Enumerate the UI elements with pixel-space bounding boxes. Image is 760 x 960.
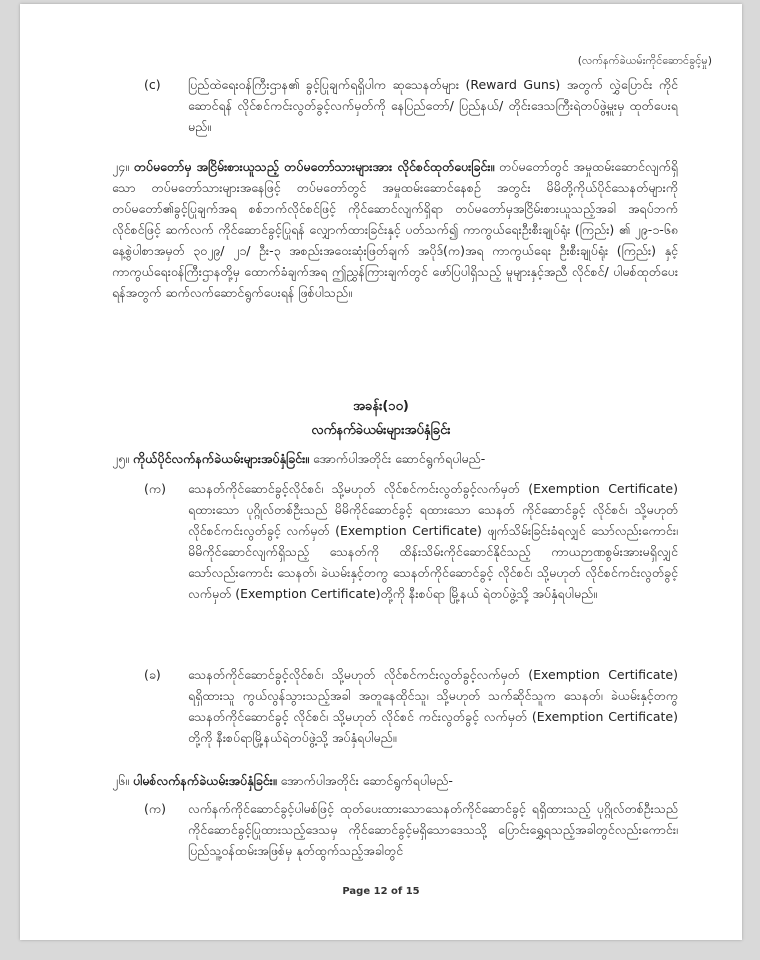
- header-note: (လက်နက်ခဲယမ်းကိုင်ဆောင်ခွင့်မှု): [577, 54, 712, 67]
- item-26-ka-marker: (က): [144, 801, 166, 816]
- para-26-text: အောက်ပါအတိုင်း ဆောင်ရွက်ရပါမည်-: [280, 773, 453, 788]
- item-25-ka-text: သေနတ်ကိုင်ဆောင်ခွင့်လိုင်စင်၊ သို့မဟုတ် လိုင်စင်ကင်းလွတ်ခွင့်လက်မှတ် (Exemption Certificate) ရထားသော ပုဂ္ဂိုလ်တစ်ဦးသည် မိမိကိုင်ဆောင်ခွင့် ရထားသော သေနတ် ကိုင်ဆောင်ခွင့် လိုင်စင်၊ သို့မဟုတ် လိုင်စင်ကင်းလွတ်ခွင့် လက်မှတ် (Exemption Certificate) ဖျက်သိမ်းခြင်းခံရလျှင် သော်လည်းကောင်း၊ မိမိကိုင်ဆောင်လျက်ရှိသည့် သေနတ်ကို ထိန်းသိမ်းကိုင်ဆောင်နိုင်သည့် ကာယဉာဏစွမ်းအားမရှိလျှင်သော်လည်းကောင်း သေနတ်၊ ခဲယမ်းနှင့်တကွ သေနတ်ကိုင်ဆောင်ခွင့် လိုင်စင်၊ သို့မဟုတ် လိုင်စင်ကင်းလွတ်ခွင့်လက်မှတ် (Exemption Certificate)တို့ကို နီးစပ်ရာ မြို့နယ် ရဲတပ်ဖွဲ့သို့ အပ်နှံရပါမည်။: [188, 481, 678, 601]
- item-25-kha-text: သေနတ်ကိုင်ဆောင်ခွင့်လိုင်စင်၊ သို့မဟုတ် လိုင်စင်ကင်းလွတ်ခွင့်လက်မှတ် (Exemption Certificate) ရရှိထားသူ ကွယ်လွန်သွားသည့်အခါ အတူနေထိုင်သူ၊ သို့မဟုတ် သက်ဆိုင်သူက သေနတ်၊ ခဲယမ်းနှင့်တကွ သေနတ်ကိုင်ဆောင်ခွင့် လိုင်စင်၊ သို့မဟုတ် လိုင်စင် ကင်းလွတ်ခွင့် လက်မှတ် (Exemption Certificate) တို့ကို နီးစပ်ရာမြို့နယ်ရဲတပ်ဖွဲ့သို့ အပ်နှံရပါမည်။: [188, 667, 678, 745]
- para-25-number: ၂၅။: [112, 451, 129, 466]
- item-c-text: ပြည်ထဲရေးဝန်ကြီးဌာန၏ ခွင့်ပြုချက်ရရှိပါက ဆုသေနတ်များ (Reward Guns) အတွက် လွှဲပြောင်း ကိုင်ဆောင်ရန် လိုင်စင်ကင်းလွတ်ခွင့်လက်မှတ်ကို နေပြည်တော်/ ပြည်နယ်/ တိုင်းဒေသကြီးရဲတပ်ဖွဲ့မှူးမှ ထုတ်ပေးရမည်။: [188, 77, 678, 134]
- para-24: [112, 156, 678, 303]
- para-26-number: ၂၆။: [112, 773, 129, 788]
- item-c-marker: (c): [144, 77, 161, 92]
- para-25: [112, 448, 678, 469]
- para-26: [112, 770, 678, 791]
- para-24-heading: တပ်မတော်မှ အငြိမ်းစားယူသည့် တပ်မတော်သားများအား လိုင်စင်ထုတ်ပေးခြင်း။: [133, 159, 495, 174]
- para-24-number: ၂၄။: [112, 159, 129, 174]
- para-24-text: တပ်မတော်တွင် အမှုထမ်းဆောင်လျက်ရှိသော တပ်မတော်သားများအနေဖြင့် တပ်မတော်တွင် အမှုထမ်းဆောင်နေစဉ် အတွင်း မိမိတို့ကိုယ်ပိုင်သေနတ်များကို တပ်မတော်၏ခွင့်ပြုချက်အရ စစ်ဘက်လိုင်စင်ဖြင့် ကိုင်ဆောင်လျက်ရှိရာ တပ်မတော်မှအငြိမ်းစားယူသည့်အခါ အရပ်ဘက်လိုင်စင်ဖြင့် ဆက်လက် ကိုင်ဆောင်ခွင့်ပြုရန် လျှောက်ထားခြင်းနှင့် ပတ်သက်၍ ကာကွယ်ရေးဦးစီးချုပ်ရုံး (ကြည်း) ၏ ၂၉-၁-၆၈ နေ့စွဲပါစာအမှတ် ၃၀၂၉/ ၂၁/ ဦး-၃ အစည်းအဝေးဆုံးဖြတ်ချက် အပိုဒ်(က)အရ ကာကွယ်ရေး ဦးစီးချုပ်ရုံး (ကြည်း) နှင့် ကာကွယ်ရေးဝန်ကြီးဌာနတို့မှ ထောက်ခံချက်အရ ဤညွှန်ကြားချက်တွင် ဖော်ပြပါရှိသည့် မူများနှင့်အညီ လိုင်စင်/ ပါမစ်ထုတ်ပေးရန်အတွက် ဆက်လက်ဆောင်ရွက်ပေးရန် ဖြစ်ပါသည်။: [112, 159, 678, 300]
- chapter-number: အခန်း(၁၀): [353, 399, 409, 414]
- item-25-ka-marker: (က): [144, 481, 166, 496]
- page-footer: Page 12 of 15: [342, 886, 420, 897]
- item-26-ka-text: လက်နက်ကိုင်ဆောင်ခွင့်ပါမစ်ဖြင့် ထုတ်ပေးထားသောသေနတ်ကိုင်ဆောင်ခွင့် ရရှိထားသည့် ပုဂ္ဂိုလ်တစ်ဦးသည် ကိုင်ဆောင်ခွင့်ပြုထားသည့်ဒေသမှ ကိုင်ဆောင်ခွင့်မရှိသောဒေသသို့ ပြောင်းရွှေ့ရသည့်အခါတွင်လည်းကောင်း၊ ပြည်သူ့ဝန်ထမ်းအဖြစ်မှ နုတ်ထွက်သည့်အခါတွင်: [188, 801, 678, 858]
- para-26-heading: ပါမစ်လက်နက်ခဲယမ်းအပ်နှံခြင်း။: [132, 773, 277, 788]
- document-page: [20, 4, 742, 940]
- item-25-kha-marker: (ခ): [144, 667, 161, 682]
- para-25-heading: ကိုယ်ပိုင်လက်နက်ခဲယမ်းများအပ်နှံခြင်း။: [132, 451, 310, 466]
- para-25-text: အောက်ပါအတိုင်း ဆောင်ရွက်ရပါမည်-: [313, 451, 486, 466]
- chapter-title: လက်နက်ခဲယမ်းများအပ်နှံခြင်း: [311, 423, 451, 438]
